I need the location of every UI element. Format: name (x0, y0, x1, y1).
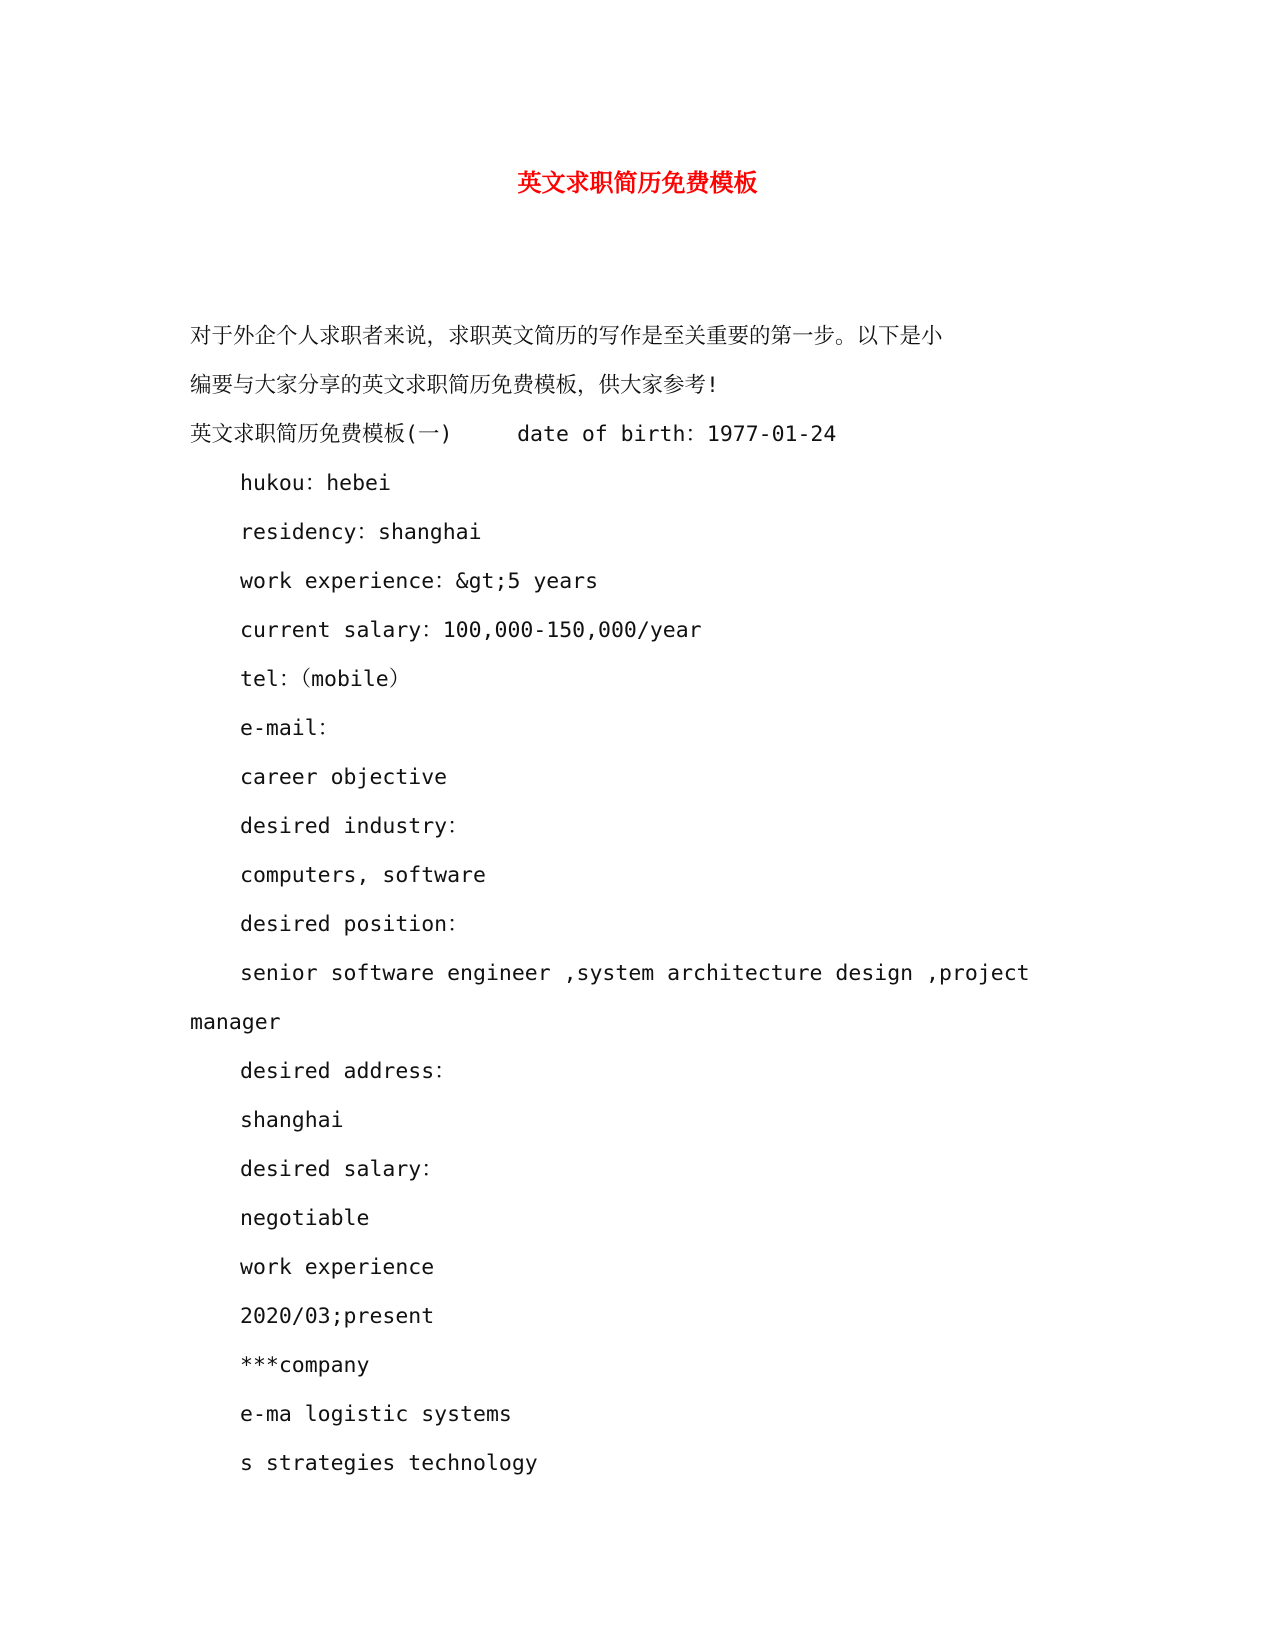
field-email: e-mail： (240, 716, 340, 741)
field-desired-industry: desired industry： (240, 814, 469, 839)
value-desired-salary: negotiable (240, 1206, 370, 1231)
field-residency: residency：shanghai (240, 520, 482, 545)
field-desired-position: desired position： (240, 912, 469, 937)
template-heading: 英文求职简历免费模板(一) date of birth：1977-01-24 (190, 422, 837, 447)
document-title: 英文求职简历免费模板 (517, 168, 758, 197)
work-detail-1: e-ma logistic systems (240, 1402, 512, 1427)
value-desired-address: shanghai (240, 1108, 344, 1133)
intro-line-2: 编要与大家分享的英文求职简历免费模板，供大家参考! (190, 373, 719, 398)
value-desired-position-wrap: manager (190, 1010, 281, 1035)
field-work-experience: work experience：&gt;5 years (240, 569, 599, 594)
work-company: ***company (240, 1353, 370, 1378)
work-period: 2020/03;present (240, 1304, 435, 1329)
field-tel: tel：（mobile） (240, 667, 411, 692)
field-desired-address: desired address： (240, 1059, 456, 1084)
document-body (190, 312, 1070, 1488)
section-career-objective: career objective (240, 765, 448, 790)
field-desired-salary: desired salary： (240, 1157, 443, 1182)
section-work-experience: work experience (240, 1255, 435, 1280)
work-detail-2: s strategies technology (240, 1451, 538, 1476)
value-desired-industry: computers, software (240, 863, 486, 888)
field-current-salary: current salary：100,000-150,000/year (240, 618, 702, 643)
field-hukou: hukou：hebei (240, 471, 391, 496)
intro-line-1: 对于外企个人求职者来说，求职英文简历的写作是至关重要的第一步。以下是小 (190, 324, 943, 349)
value-desired-position: senior software engineer ,system architecture design ,project (240, 961, 1030, 986)
